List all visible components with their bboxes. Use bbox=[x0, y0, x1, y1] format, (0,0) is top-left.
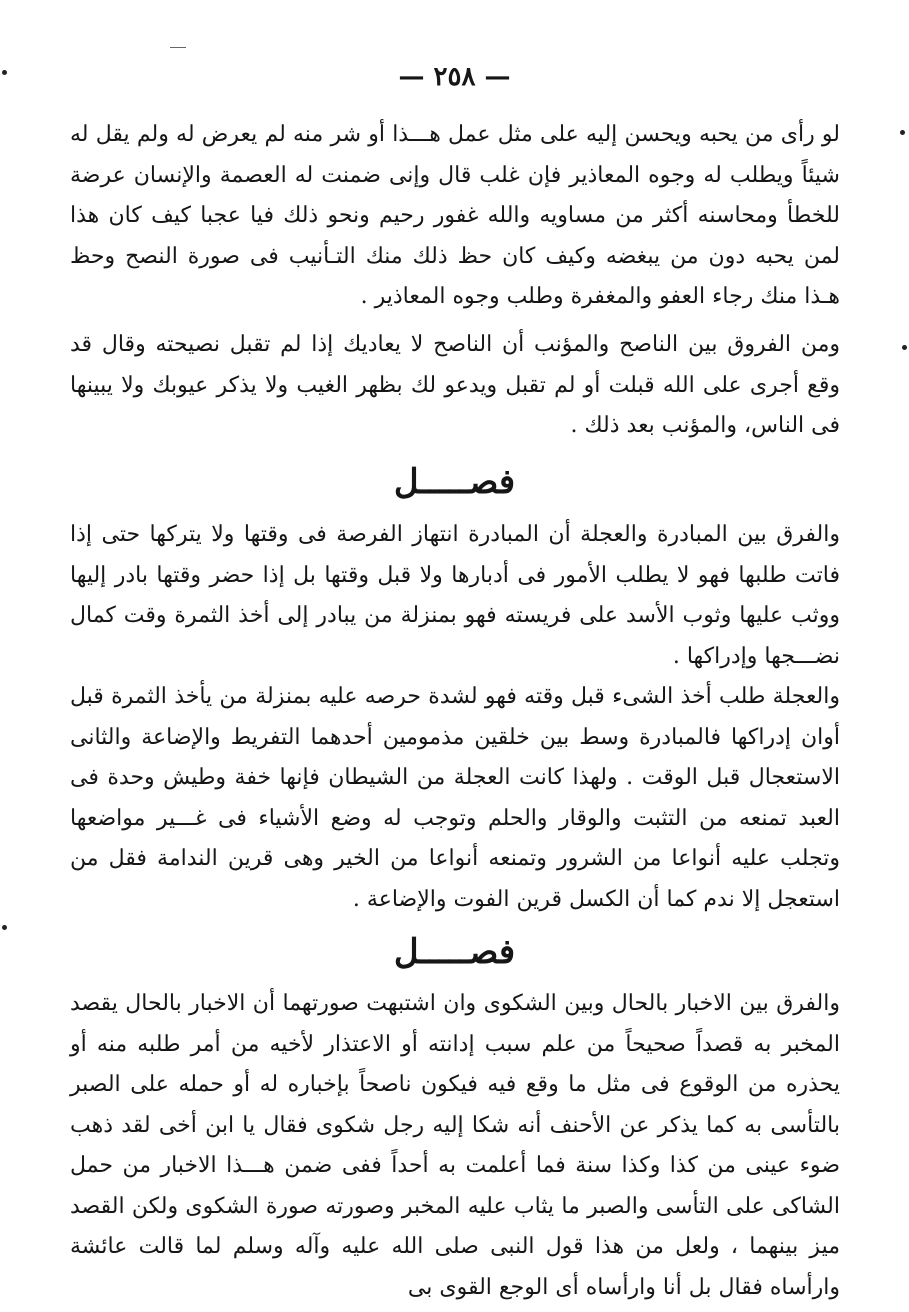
page-number: — ٢٥٨ — bbox=[398, 62, 511, 92]
section-heading: فصـــــل bbox=[393, 932, 516, 972]
paragraph: والفرق بين المبادرة والعجلة أن المبادرة انتهاز الفرصة فى وقتها ولا يتركها حتى إذا فاتت طلبها فهو لا يطلب الأمور فى أدبارها ولا قبل وقتها بل إذا حضر وقتها بادر إليها ووثب عليها وثوب الأسد على فريسته فهو بمنزلة من يبادر إلى أخذ الثمرة وقت كمال نضـــجها وإدراكها . bbox=[70, 522, 840, 669]
section-heading: فصـــــل bbox=[393, 462, 516, 502]
left-margin-mark bbox=[2, 925, 7, 930]
right-margin-mark bbox=[900, 130, 905, 135]
right-margin-mark bbox=[902, 345, 907, 350]
paragraph: والعجلة طلب أخذ الشىء قبل وقته فهو لشدة حرصه عليه بمنزلة من يأخذ الثمرة قبل أوان إدراكها فالمبادرة وسط بين خلقين مذمومين أحدهما التفريط والإضاعة والثانى الاستعجال قبل الوقت . ولهذا كانت العجلة من الشيطان فإنها خفة وطيش وحدة فى العبد تمنعه من التثبت والوقار والحلم وتوجب له وضع الأشياء فى غـــير مواضعها وتجلب عليه أنواعا من الشرور وتمنعه أنواعا من الخير وهى قرين الندامة فقل من استعجل إلا ندم كما أن الكسل قرين الفوت والإضاعة . bbox=[70, 684, 840, 912]
paragraph: لو رأى من يحبه ويحسن إليه على مثل عمل هـــذا أو شر منه لم يعرض له ولم يقل له شيئاً ويطلب له وجوه المعاذير فإن غلب قال وإنى ضمنت له العصمة والإنسان عرضة للخطأ ومحاسنه أكثر من مساويه والله غفور رحيم ونحو ذلك فيا عجبا كيف كان هذا لمن يحبه دون من يبغضه وكيف كان حظ ذلك منك التـأنيب فى صورة النصح وحظ هـذا منك رجاء العفو والمغفرة وطلب وجوه المعاذير . bbox=[70, 122, 840, 309]
paragraph: ومن الفروق بين الناصح والمؤنب أن الناصح لا يعاديك إذا لم تقبل نصيحته وقال قد وقع أجرى على الله قبلت أو لم تقبل ويدعو لك بظهر الغيب ولا يذكر عيوبك ولا يبينها فى الناس، والمؤنب بعد ذلك . bbox=[70, 332, 840, 438]
top-scan-mark bbox=[170, 47, 186, 48]
paragraph: والفرق بين الاخبار بالحال وبين الشكوى وان اشتبهت صورتهما أن الاخبار بالحال يقصد المخبر به قصداً صحيحاً من علم سبب إدانته أو الاعتذار لأخيه من أمر طلبه منه أو يحذره من الوقوع فى مثل ما وقع فيه فيكون ناصحاً بإخباره له أو حمله على الصبر بالتأسى به كما يذكر عن الأحنف أنه شكا إليه رجل شكوى فقال يا ابن أخى لقد ذهب ضوء عينى من كذا وكذا سنة فما أعلمت به أحداً ففى ضمن هـــذا الاخبار من حمل الشاكى على التأسى والصبر ما يثاب عليه المخبر وصورته صورة الشكوى ولكن القصد ميز بينهما ، ولعل من هذا قول النبى صلى الله عليه وآله وسلم لما قالت عائشة وارأساه فقال بل أنا وارأساه أى الوجع القوى بى bbox=[70, 991, 840, 1300]
